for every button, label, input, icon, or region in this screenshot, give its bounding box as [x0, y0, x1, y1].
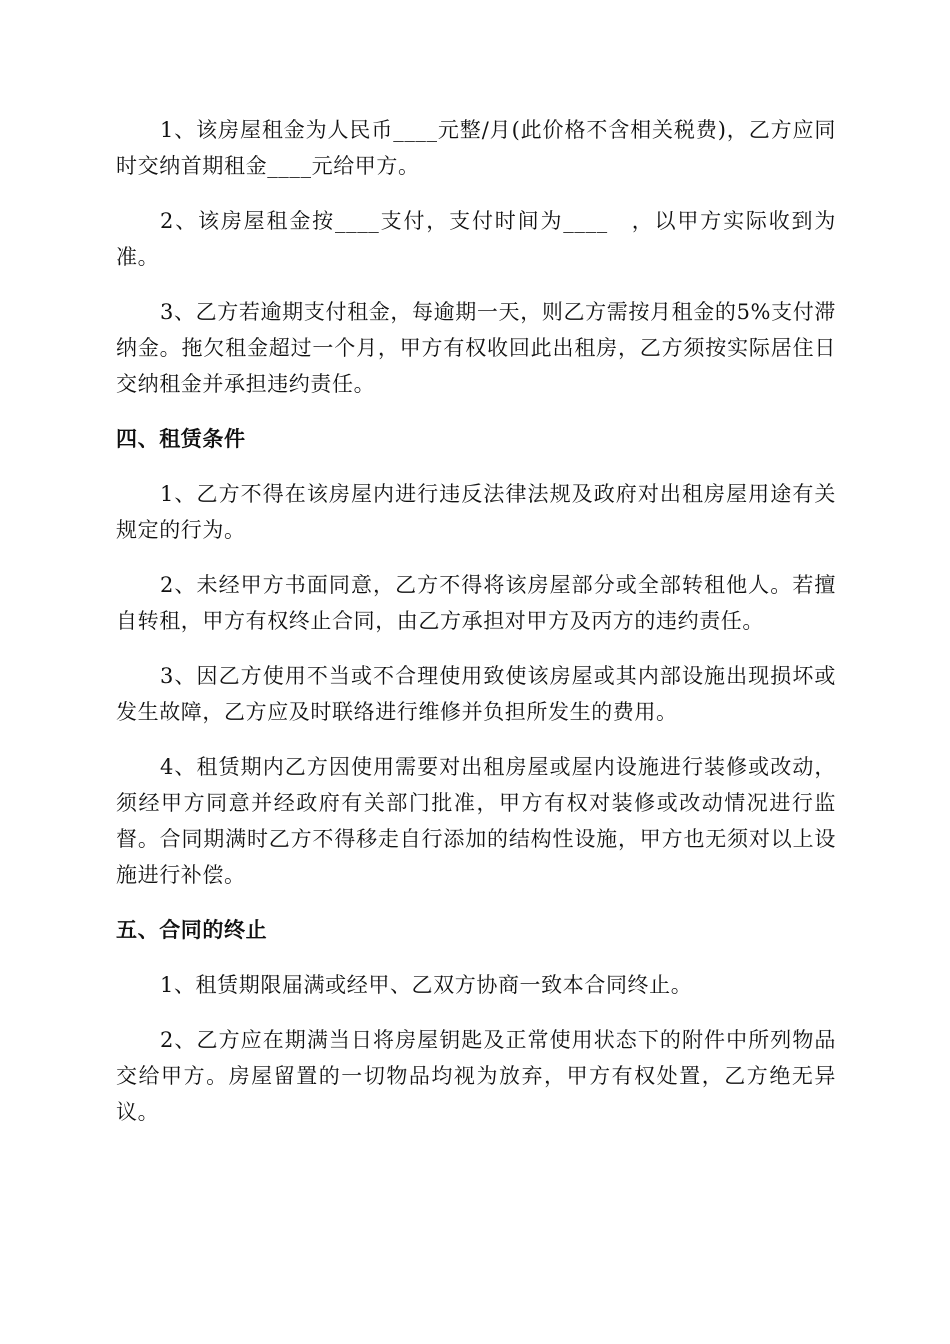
section-heading-termination: 五、合同的终止	[116, 918, 268, 942]
rent-clause-3: 3、乙方若逾期支付租金，每逾期一天，则乙方需按月租金的5%支付滞纳金。拖欠租金超过一个月，甲方有权收回此出租房，乙方须按实际居住日交纳租金并承担违约责任。	[116, 300, 836, 396]
lease-condition-1: 1、乙方不得在该房屋内进行违反法律法规及政府对出租房屋用途有关规定的行为。	[116, 482, 836, 542]
section-heading-lease-conditions: 四、租赁条件	[116, 427, 246, 451]
termination-clause-1: 1、租赁期限届满或经甲、乙双方协商一致本合同终止。	[160, 973, 693, 997]
termination-clause-2: 2、乙方应在期满当日将房屋钥匙及正常使用状态下的附件中所列物品交给甲方。房屋留置的一切物品均视为放弃，甲方有权处置，乙方绝无异议。	[116, 1028, 836, 1124]
rent-clause-1: 1、该房屋租金为人民币____元整/月(此价格不含相关税费)，乙方应同时交纳首期租金____元给甲方。	[116, 118, 836, 178]
lease-condition-3: 3、因乙方使用不当或不合理使用致使该房屋或其内部设施出现损坏或发生故障，乙方应及时联络进行维修并负担所发生的费用。	[116, 664, 836, 724]
lease-condition-2: 2、未经甲方书面同意，乙方不得将该房屋部分或全部转租他人。若擅自转租，甲方有权终止合同，由乙方承担对甲方及丙方的违约责任。	[116, 573, 836, 633]
rent-clause-2: 2、该房屋租金按____支付，支付时间为____ ，以甲方实际收到为准。	[116, 209, 836, 269]
lease-condition-4: 4、租赁期内乙方因使用需要对出租房屋或屋内设施进行装修或改动，须经甲方同意并经政府有关部门批准，甲方有权对装修或改动情况进行监督。合同期满时乙方不得移走自行添加的结构性设施，甲方也无须对以上设施进行补偿。	[116, 755, 836, 887]
document-page	[116, 112, 836, 1149]
